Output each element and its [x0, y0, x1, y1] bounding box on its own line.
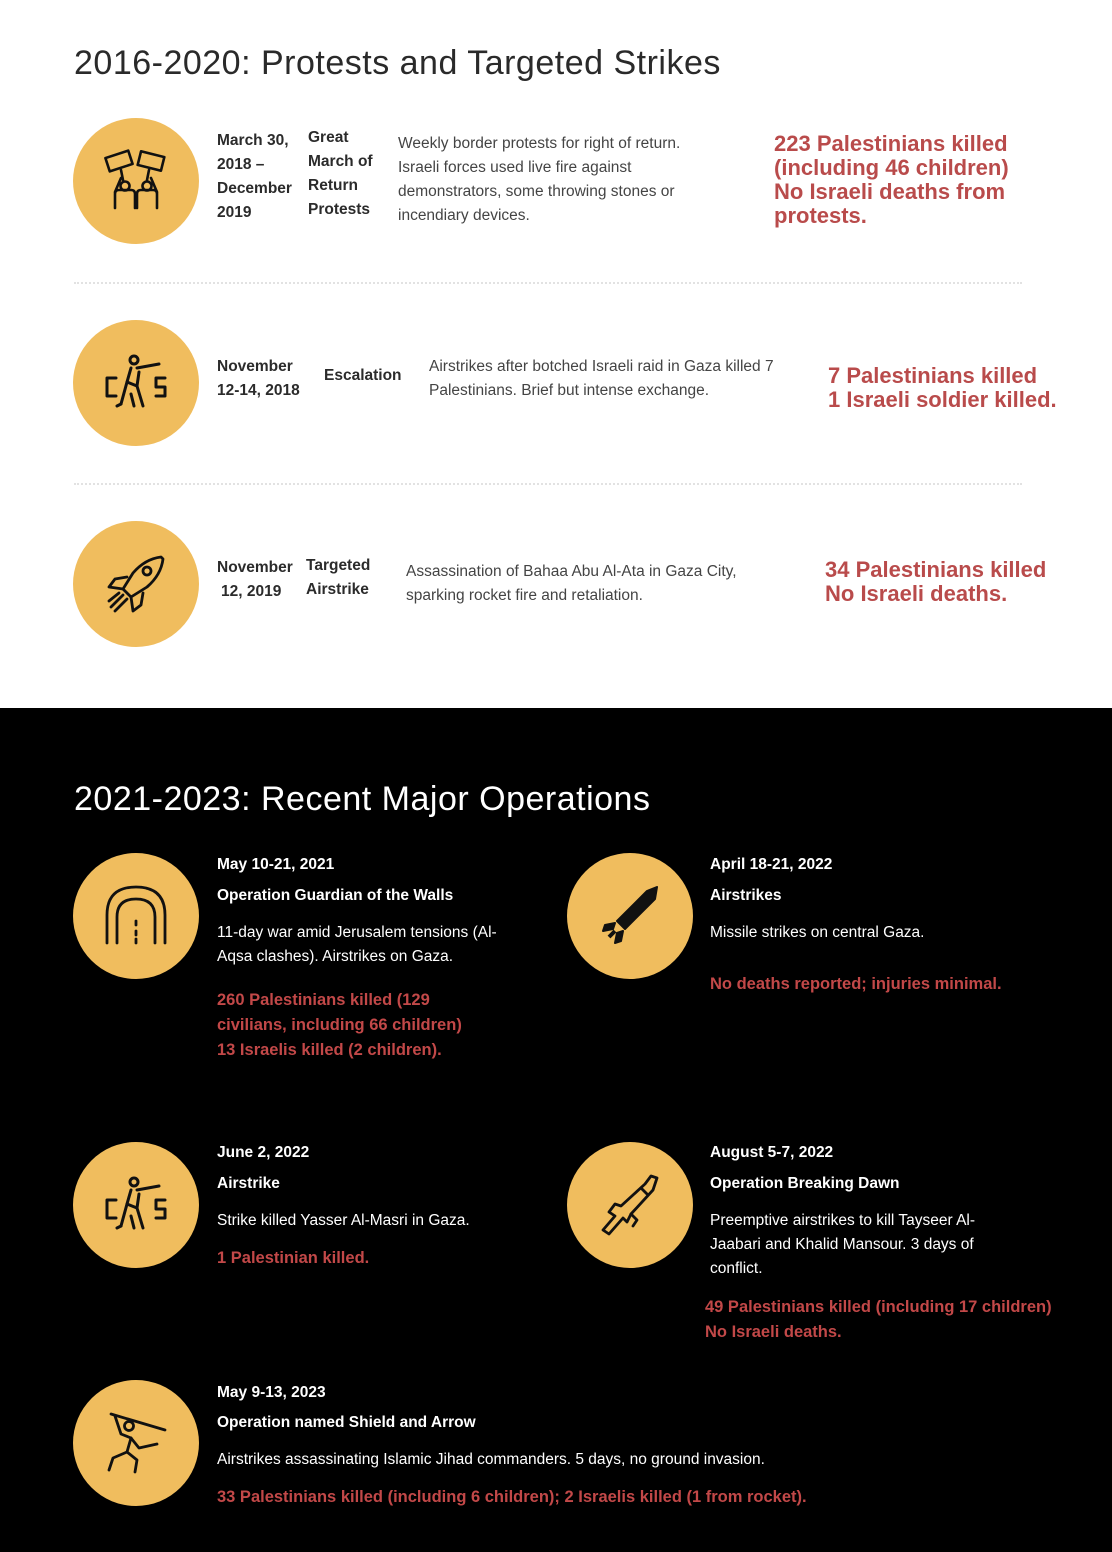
casualty-line: 1 Israeli soldier killed. [828, 387, 1057, 412]
event-title: Airstrike [217, 1175, 280, 1192]
event-description [217, 921, 497, 969]
event-casualties [217, 1246, 369, 1271]
event-casualties [828, 364, 1057, 412]
event-icon-circle [73, 521, 199, 647]
section-2021-2023 [0, 708, 1112, 1552]
event-icon-circle [73, 118, 199, 244]
date-line: 2018 – [217, 156, 265, 173]
date-line: 12-14, 2018 [217, 382, 300, 399]
casualty-line: No Israeli deaths. [705, 1323, 842, 1341]
casualty-line: No deaths reported; injuries minimal. [710, 975, 1002, 993]
soldier-icon [101, 348, 171, 418]
description-line: Assassination of Bahaa Abu Al-Ata in Gaza City, [406, 563, 737, 580]
event-description [406, 560, 737, 608]
description-line: Aqsa clashes). Airstrikes on Gaza. [217, 948, 454, 965]
event-date: May 9-13, 2023 [217, 1384, 326, 1401]
date-line: 12, 2019 [221, 583, 282, 600]
title-line: Targeted [306, 557, 371, 574]
description-line: incendiary devices. [398, 207, 530, 224]
description-line: Israeli forces used live fire against [398, 159, 632, 176]
event-icon-circle [73, 320, 199, 446]
event-date: May 10-21, 2021 [217, 856, 335, 873]
event-title [324, 364, 402, 388]
event-casualties [710, 972, 1002, 997]
event-icon-circle [567, 1142, 693, 1268]
event-casualties [825, 558, 1046, 606]
event-description [429, 355, 774, 403]
event-description [710, 921, 925, 945]
section-2016-2020 [0, 0, 1112, 708]
event-title: Operation Guardian of the Walls [217, 887, 454, 904]
casualty-line: 223 Palestinians killed [774, 131, 1008, 156]
description-line: Airstrikes after botched Israeli raid in Gaza killed 7 [429, 358, 774, 375]
event-description [710, 1209, 975, 1281]
tunnel-icon [101, 881, 171, 951]
event-date: August 5-7, 2022 [710, 1144, 834, 1161]
title-line: Escalation [324, 367, 402, 384]
event-date: June 2, 2022 [217, 1144, 310, 1161]
spear-thrower-icon [101, 1408, 171, 1478]
date-line: November [217, 559, 293, 576]
event-date [217, 129, 292, 225]
title-line: Airstrike [306, 581, 369, 598]
event-title: Operation named Shield and Arrow [217, 1414, 476, 1431]
description-line: Missile strikes on central Gaza. [710, 924, 925, 941]
event-title [306, 554, 370, 602]
event-casualties [217, 1485, 807, 1510]
divider [74, 282, 1022, 284]
event-title [308, 126, 373, 222]
event-title: Operation Breaking Dawn [710, 1175, 900, 1192]
description-line: Weekly border protests for right of return. [398, 135, 681, 152]
description-line: 11-day war amid Jerusalem tensions (Al- [217, 924, 497, 941]
event-description [217, 1448, 765, 1472]
event-icon-circle [73, 1142, 199, 1268]
section-heading: 2021-2023: Recent Major Operations [74, 780, 651, 818]
title-line: Great [308, 129, 349, 146]
description-line: conflict. [710, 1260, 763, 1277]
casualty-line: 1 Palestinian killed. [217, 1249, 370, 1267]
title-line: March of [308, 153, 373, 170]
event-casualties [774, 132, 1009, 228]
description-line: Preemptive airstrikes to kill Tayseer Al- [710, 1212, 976, 1229]
divider [74, 483, 1022, 485]
casualty-line: No Israeli deaths from [774, 179, 1006, 204]
casualty-line: protests. [774, 203, 867, 228]
casualty-line: 7 Palestinians killed [828, 363, 1038, 388]
date-line: March 30, [217, 132, 289, 149]
event-title: Airstrikes [710, 887, 782, 904]
description-line: Palestinians. Brief but intense exchange. [429, 382, 710, 399]
date-line: December [217, 180, 292, 197]
description-line: demonstrators, some throwing stones or [398, 183, 675, 200]
casualty-line: 34 Palestinians killed [825, 557, 1047, 582]
casualty-line: civilians, including 66 children) [217, 1016, 462, 1034]
rifle-icon [595, 1170, 665, 1240]
casualty-line: 49 Palestinians killed (including 17 children) [705, 1298, 1052, 1316]
missile-icon [595, 881, 665, 951]
rocket-icon [101, 549, 171, 619]
soldier-icon [101, 1170, 171, 1240]
event-casualties [217, 988, 462, 1063]
description-line: sparking rocket fire and retaliation. [406, 587, 643, 604]
event-date [217, 556, 293, 604]
event-date [217, 355, 300, 403]
casualty-line: (including 46 children) [774, 155, 1009, 180]
casualty-line: 260 Palestinians killed (129 [217, 991, 430, 1009]
section-heading: 2016-2020: Protests and Targeted Strikes [74, 44, 721, 82]
title-line: Return [308, 177, 358, 194]
casualty-line: No Israeli deaths. [825, 581, 1008, 606]
event-description [217, 1209, 470, 1233]
date-line: November [217, 358, 293, 375]
event-icon-circle [73, 853, 199, 979]
event-casualties [705, 1295, 1052, 1345]
description-line: Strike killed Yasser Al-Masri in Gaza. [217, 1212, 470, 1229]
event-description [398, 132, 680, 228]
event-icon-circle [73, 1380, 199, 1506]
protest-icon [101, 146, 171, 216]
casualty-line: 33 Palestinians killed (including 6 children); 2 Israelis killed (1 from rocket). [217, 1488, 807, 1506]
title-line: Protests [308, 201, 371, 218]
description-line: Jaabari and Khalid Mansour. 3 days of [710, 1236, 974, 1253]
casualty-line: 13 Israelis killed (2 children). [217, 1041, 442, 1059]
date-line: 2019 [217, 204, 252, 221]
event-date: April 18-21, 2022 [710, 856, 833, 873]
description-line: Airstrikes assassinating Islamic Jihad commanders. 5 days, no ground invasion. [217, 1451, 765, 1468]
event-icon-circle [567, 853, 693, 979]
